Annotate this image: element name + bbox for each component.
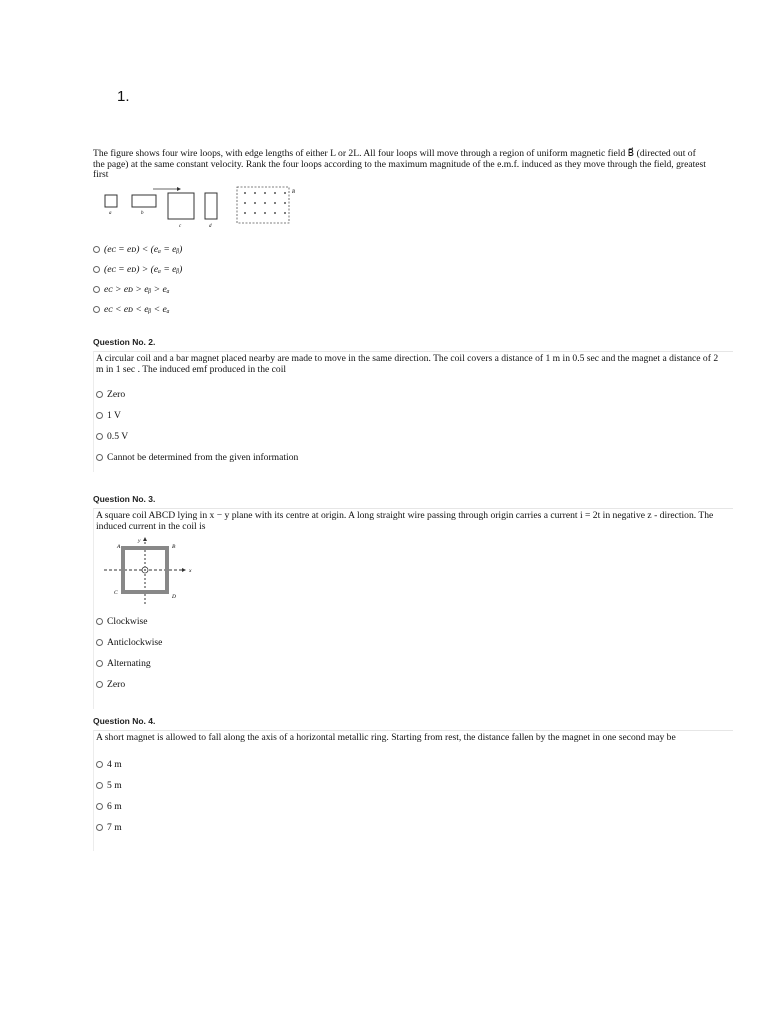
- option[interactable]: Alternating: [96, 658, 733, 668]
- question-3-figure: [100, 536, 200, 606]
- label-b: b: [141, 211, 144, 216]
- radio-button[interactable]: [96, 824, 103, 831]
- question-1-figure: [95, 183, 310, 231]
- question-4-box: [93, 730, 733, 851]
- radio-button[interactable]: [96, 803, 103, 810]
- option[interactable]: (eᴄ = eᴅ) > (eₐ = eᵦ): [93, 264, 733, 274]
- radio-button[interactable]: [93, 306, 100, 313]
- question-4: [93, 716, 733, 851]
- label-d: d: [209, 224, 212, 229]
- svg-text:B: B: [172, 544, 176, 551]
- radio-button[interactable]: [96, 639, 103, 646]
- page-number: 1.: [117, 88, 130, 105]
- loop-c: [168, 193, 194, 219]
- question-2: [93, 337, 733, 472]
- option[interactable]: eᴄ > eᴅ > eᵦ > eₐ: [93, 284, 733, 294]
- radio-button[interactable]: [96, 618, 103, 625]
- option[interactable]: 1 V: [96, 410, 733, 420]
- question-3: [93, 494, 733, 709]
- question-3-text: A square coil ABCD lying in x − y plane with its centre at origin. A long straight wire passing through origin carries a current i = 2t in negative z - direction. The induced current in the coil is: [96, 510, 714, 532]
- radio-button[interactable]: [96, 433, 103, 440]
- radio-button[interactable]: [96, 412, 103, 419]
- svg-text:y: y: [138, 538, 141, 545]
- question-2-heading: Question No. 2.: [93, 337, 156, 347]
- radio-button[interactable]: [96, 391, 103, 398]
- question-4-text: A short magnet is allowed to fall along the axis of a horizontal metallic ring. Starting from rest, the distance fallen by the magnet in one second may be: [96, 732, 676, 743]
- question-1: [93, 149, 733, 181]
- radio-button[interactable]: [93, 286, 100, 293]
- field-dots: [244, 192, 286, 214]
- label-B: B: [292, 190, 296, 195]
- question-3-box: [93, 508, 733, 709]
- radio-button[interactable]: [96, 782, 103, 789]
- option[interactable]: 5 m: [96, 781, 733, 791]
- svg-text:A: A: [117, 544, 121, 551]
- question-2-text: A circular coil and a bar magnet placed nearby are made to move in the same direction. The coil covers a distance of 1 m in 0.5 sec and the magnet a distance of 2 m in 1 sec . The induced emf produced in the coil: [96, 353, 719, 375]
- question-1-text: The figure shows four wire loops, with edge lengths of either L or 2L. All four loops will move through a region of uniform magnetic field B⃗ (directed out of the page) at the same constant velocity. Rank the four loops according to the maximum magnitude of the e.m.f. induced as they move through the field, greatest first: [93, 148, 706, 181]
- option[interactable]: Clockwise: [96, 616, 733, 626]
- option[interactable]: 6 m: [96, 802, 733, 812]
- option[interactable]: Zero: [96, 679, 733, 689]
- option[interactable]: Zero: [96, 389, 733, 399]
- option[interactable]: eᴄ < eᴅ < eᵦ < eₐ: [93, 304, 733, 314]
- loop-d: [205, 193, 217, 219]
- question-3-heading: Question No. 3.: [93, 494, 156, 504]
- radio-button[interactable]: [96, 454, 103, 461]
- label-a: a: [109, 211, 112, 216]
- radio-button[interactable]: [93, 246, 100, 253]
- radio-button[interactable]: [93, 266, 100, 273]
- option[interactable]: 7 m: [96, 823, 733, 833]
- option[interactable]: 0.5 V: [96, 431, 733, 441]
- option[interactable]: Anticlockwise: [96, 637, 733, 647]
- option[interactable]: 4 m: [96, 760, 733, 770]
- radio-button[interactable]: [96, 681, 103, 688]
- radio-button[interactable]: [96, 660, 103, 667]
- question-1-options: [93, 244, 733, 314]
- loop-a: [105, 195, 117, 207]
- svg-text:x: x: [189, 568, 192, 575]
- radio-button[interactable]: [96, 761, 103, 768]
- loop-b: [132, 195, 156, 207]
- label-c: c: [179, 224, 182, 229]
- option[interactable]: (eᴄ = eᴅ) < (eₐ = eᵦ): [93, 244, 733, 254]
- question-4-heading: Question No. 4.: [93, 716, 156, 726]
- svg-text:D: D: [172, 594, 176, 601]
- svg-text:C: C: [114, 590, 118, 597]
- option[interactable]: Cannot be determined from the given information: [96, 452, 733, 462]
- question-2-box: [93, 351, 733, 472]
